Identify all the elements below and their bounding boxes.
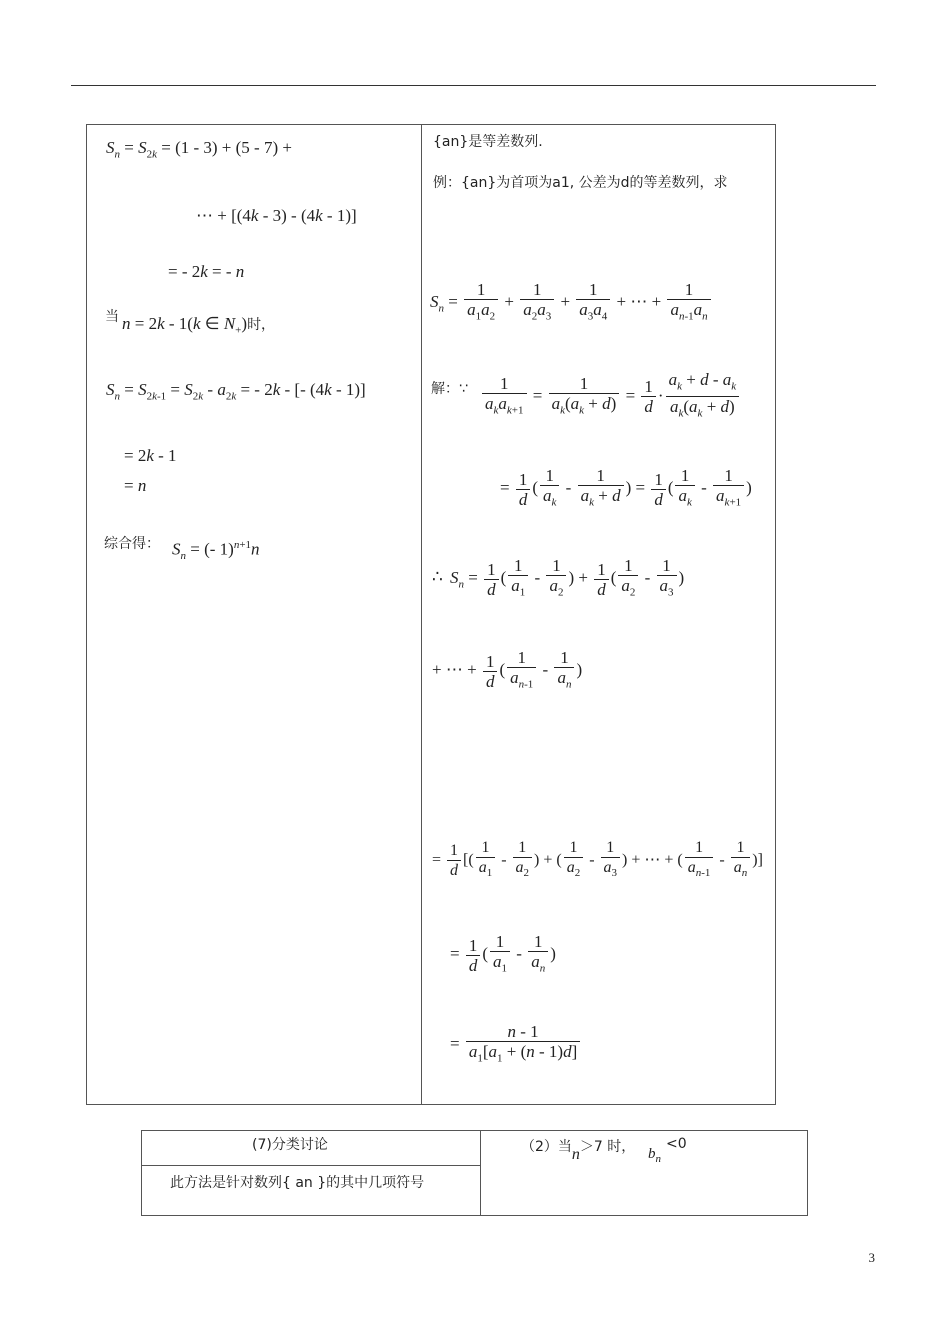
math-line: $S_n = S_{2k} = (1 - 3) + (5 - 7)$ +: [106, 138, 292, 161]
bottom-title: (7)分类讨论: [252, 1137, 328, 1153]
math-line: $S_n$ = $\frac{1}{d}$ ( $\frac{1}{a_1}$ - $\frac{1}{a_2}$ ) + $\frac{1}{d}$ ( $\frac{1}{a_2}$ - $\frac{1}{a_3}$ ): [450, 556, 685, 599]
math-line: = 2k - 1: [124, 446, 177, 465]
case2-line: （2）当n＞7 时，: [521, 1139, 636, 1163]
math-line: = $\frac{1}{d}$ ( $\frac{1}{a_1}$ - $\frac{1}{a_n}$ ): [450, 932, 556, 975]
math-b-n: $b_n$: [648, 1146, 661, 1165]
case2-prefix: （2）当: [521, 1139, 572, 1155]
math-line: $S_n = S_{2k-1} = S_{2k} - a_{2k}$ = - 2k - [- (4k - 1)]: [106, 380, 366, 403]
math-line: n = 2k - 1(k ∈ $N_+$)时，: [122, 314, 276, 337]
math-line: = $\frac{1}{d}$ [( $\frac{1}{a_1}$ - $\frac{1}{a_2}$ ) + ( $\frac{1}{a_2}$ - $\frac{1}{a_3}$ ) + ⋯ + ( $\frac{1}{a_{n-1}}$ - $\frac{1}{a_n}$ )]: [432, 839, 763, 880]
math-line: $\frac{1}{a_ka_{k+1}}$ = $\frac{1}{a_k(a_k + d)}$ = $\frac{1}{d}$ · $\frac{a_k + d - a_k}{a_k(a_k + d)}$: [480, 370, 741, 424]
bottom-desc: 此方法是针对数列{ an }的其中几项符号: [170, 1175, 425, 1191]
math-line: + ⋯ + $\frac{1}{d}$ ( $\frac{1}{a_{n-1}}$ - $\frac{1}{a_n}$ ): [432, 648, 583, 691]
math-line: $S_n$ = (- 1)$^{n+1}$n: [172, 539, 260, 563]
label-zonghe: 综合得：: [104, 536, 160, 552]
math-line: ⋯ + [(4k - 3) - (4k - 1)]: [196, 206, 357, 225]
right-line1: {an}是等差数列.: [433, 134, 543, 150]
math-line: = $\frac{n - 1}{a_1[a_1 + (n - 1)d]}$: [450, 1022, 582, 1068]
label-jie: 解：∵: [431, 381, 468, 397]
text-dang: [105, 306, 119, 326]
label-dang: 当: [105, 309, 119, 325]
label-shi: 时，: [247, 317, 276, 333]
case2-middle: ＞7 时，: [579, 1139, 636, 1155]
math-line: = n: [124, 476, 147, 495]
right-line2: 例：{an}为首项为a1, 公差为d的等差数列，求: [433, 175, 728, 191]
header-rule: [71, 85, 876, 86]
math-line: = $\frac{1}{d}$ ( $\frac{1}{a_k}$ - $\frac{1}{a_k + d}$ ) = $\frac{1}{d}$ ( $\frac{1}{a_k}$ - $\frac{1}{a_{k+1}}$ ): [500, 466, 752, 509]
left-cell: [86, 124, 422, 1105]
page-number: 3: [868, 1250, 875, 1265]
label-therefore: ∴: [432, 567, 443, 587]
case2-suffix: <0: [666, 1136, 687, 1152]
math-line: $S_n$ = $\frac{1}{a_1a_2}$ + $\frac{1}{a_2a_3}$ + $\frac{1}{a_3a_4}$ + ⋯ + $\frac{1}{a_{n-1}a_n}$: [430, 280, 713, 326]
math-line: = - 2k = - n: [168, 262, 245, 281]
